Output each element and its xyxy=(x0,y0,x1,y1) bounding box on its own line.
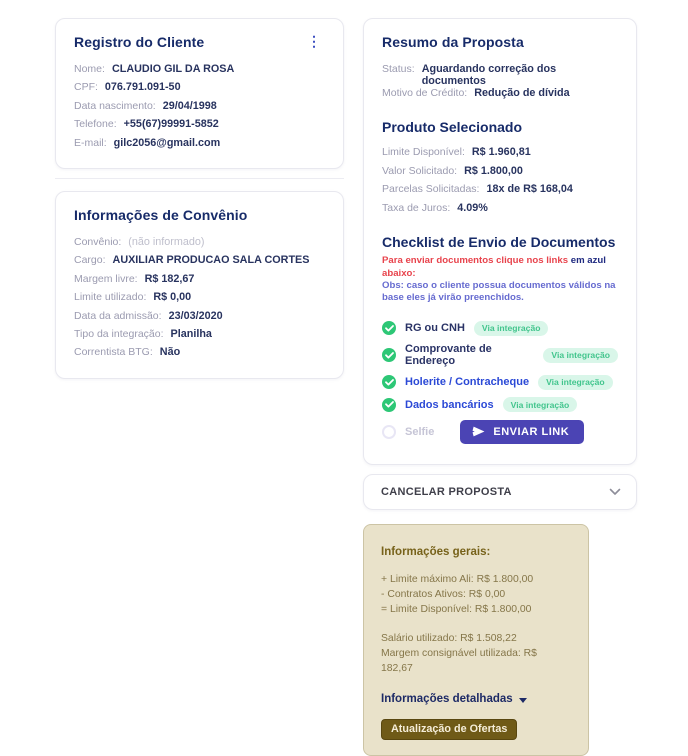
client-registry-card xyxy=(55,18,344,169)
product-section-title: Produto Selecionado xyxy=(382,119,523,136)
usage-line: Margem consignável utilizada: R$ 182,67 xyxy=(381,648,537,675)
note-obs-text: caso o cliente possua documentos válidos na base eles já virão preenchidos. xyxy=(382,279,616,304)
field-label: Status: xyxy=(382,63,415,75)
field-value: R$ 1.800,00 xyxy=(464,164,523,177)
field-value: Não xyxy=(159,346,181,359)
left-column xyxy=(55,18,344,379)
client-fields xyxy=(74,63,325,155)
field-value: 18x de R$ 168,04 xyxy=(486,183,573,196)
field-label: Tipo da integração: xyxy=(74,327,164,340)
client-card-title: Registro do Cliente xyxy=(74,34,205,50)
check-circle-icon xyxy=(382,348,396,362)
field-row-nome xyxy=(74,63,325,81)
field-value: (não informado) xyxy=(128,235,205,248)
via-integracao-badge: Via integração xyxy=(543,348,618,363)
field-label: Convênio: xyxy=(74,235,122,248)
checklist-note-obs xyxy=(382,280,632,305)
enviar-link-button[interactable] xyxy=(460,420,584,444)
usage-line: Salário utilizado: R$ 1.508,22 xyxy=(381,633,517,645)
send-button-label: ENVIAR LINK xyxy=(493,425,570,438)
check-circle-icon xyxy=(382,375,396,389)
field-label: Motivo de Crédito: xyxy=(382,87,468,99)
field-row-email xyxy=(74,137,325,155)
agreement-fields xyxy=(74,236,325,365)
field-label: Data da admissão: xyxy=(74,309,162,322)
proposal-summary-card xyxy=(363,18,637,465)
offers-update-button[interactable]: Atualização de Ofertas xyxy=(381,719,517,740)
field-value: R$ 1.960,81 xyxy=(471,146,531,159)
checklist-item-selfie xyxy=(382,420,618,444)
agreement-card-title: Informações de Convênio xyxy=(74,206,248,223)
note-obs-bold: Obs: xyxy=(382,279,404,291)
field-row-telefone xyxy=(74,118,325,136)
field-label: Limite utilizado: xyxy=(74,291,147,304)
field-row-motivo xyxy=(382,87,618,105)
field-value: 23/03/2020 xyxy=(168,309,223,322)
cancel-proposal-label: CANCELAR PROPOSTA xyxy=(381,486,512,499)
chevron-down-icon xyxy=(609,483,621,501)
checklist-item-rg-cnh xyxy=(382,321,618,336)
check-circle-icon xyxy=(382,321,396,335)
field-value: CLAUDIO GIL DA ROSA xyxy=(111,63,235,75)
field-label: Correntista BTG: xyxy=(74,346,153,359)
field-row-status xyxy=(382,63,618,87)
note-red-suffix: abaixo: xyxy=(382,267,416,279)
field-row-parcelas xyxy=(382,183,618,201)
limit-line: - Contratos Ativos: R$ 0,00 xyxy=(381,589,506,601)
field-row-valor-solicitado xyxy=(382,165,618,183)
checklist-item-label: Selfie xyxy=(405,425,435,438)
product-fields xyxy=(382,146,618,220)
checklist-item-label: RG ou CNH xyxy=(405,322,465,335)
limit-lines xyxy=(381,572,571,617)
send-icon xyxy=(472,426,485,437)
field-value: R$ 0,00 xyxy=(153,291,192,304)
field-label: Data nascimento: xyxy=(74,99,156,112)
checklist-item-holerite xyxy=(382,375,618,390)
via-integracao-badge: Via integração xyxy=(503,397,578,412)
note-red-bold: em azul xyxy=(570,254,606,266)
checklist-item-label: Comprovante de Endereço xyxy=(405,343,492,368)
triangle-down-icon xyxy=(519,698,527,703)
field-row-correntista xyxy=(74,346,325,364)
via-integracao-badge: Via integração xyxy=(538,375,613,390)
field-label: Parcelas Solicitadas: xyxy=(382,183,480,196)
field-label: E-mail: xyxy=(74,136,107,149)
field-label: Limite Disponível: xyxy=(382,146,465,159)
proposal-card-title: Resumo da Proposta xyxy=(382,34,524,50)
check-circle-icon xyxy=(382,398,396,412)
field-label: Margem livre: xyxy=(74,272,138,285)
field-value: R$ 182,67 xyxy=(144,272,195,285)
detailed-info-toggle[interactable] xyxy=(381,693,571,705)
cancel-proposal-accordion[interactable] xyxy=(363,474,637,510)
limit-line: = Limite Disponível: R$ 1.800,00 xyxy=(381,604,532,616)
field-row-nascimento xyxy=(74,100,325,118)
field-row-admissao xyxy=(74,310,325,328)
field-row-integracao xyxy=(74,328,325,346)
general-info-title: Informações gerais: xyxy=(381,546,491,559)
via-integracao-badge: Via integração xyxy=(474,321,549,336)
checklist-item-dados-bancarios xyxy=(382,397,618,412)
unchecked-circle-icon xyxy=(382,425,396,439)
document-checklist xyxy=(382,321,618,444)
field-row-cpf xyxy=(74,81,325,99)
field-row-limite-disponivel xyxy=(382,146,618,164)
detailed-info-label: Informações detalhadas xyxy=(381,693,513,706)
right-column xyxy=(363,18,637,756)
kebab-menu-icon[interactable]: ⋮ xyxy=(307,33,321,49)
field-label: Valor Solicitado: xyxy=(382,164,458,177)
field-value: 29/04/1998 xyxy=(162,99,217,112)
field-label: Cargo: xyxy=(74,254,106,267)
general-info-panel xyxy=(363,524,589,756)
checklist-item-link[interactable]: Dados bancários xyxy=(405,398,494,411)
field-row-cargo xyxy=(74,254,325,272)
agreement-info-card xyxy=(55,191,344,379)
field-value: gilc2056@gmail.com xyxy=(113,136,221,149)
field-value: Redução de dívida xyxy=(474,87,570,99)
field-row-taxa-juros xyxy=(382,202,618,220)
usage-lines xyxy=(381,631,571,676)
field-value: +55(67)99991-5852 xyxy=(123,118,219,131)
checklist-item-endereco xyxy=(382,343,618,367)
field-label: Nome: xyxy=(74,63,105,75)
field-label: Telefone: xyxy=(74,118,117,131)
field-row-convenio xyxy=(74,236,325,254)
field-label: Taxa de Juros: xyxy=(382,201,451,214)
field-value: Planilha xyxy=(170,327,212,340)
limit-line: + Limite máximo Ali: R$ 1.800,00 xyxy=(381,574,534,586)
field-row-limite-utilizado xyxy=(74,291,325,309)
section-divider xyxy=(55,178,344,179)
field-label: CPF: xyxy=(74,81,98,94)
field-value: 4.09% xyxy=(457,201,488,214)
field-row-margem xyxy=(74,273,325,291)
field-value: 076.791.091-50 xyxy=(104,81,181,94)
field-value: AUXILIAR PRODUCAO SALA CORTES xyxy=(112,254,310,267)
status-value: Aguardando correção dos documentos xyxy=(421,63,557,87)
checklist-item-link[interactable]: Holerite / Contracheque xyxy=(405,376,530,389)
client-card-header xyxy=(74,34,325,50)
checklist-section-title: Checklist de Envio de Documentos xyxy=(382,233,616,250)
checklist-note-red xyxy=(382,254,618,280)
proposal-status-fields xyxy=(382,63,618,105)
note-red-prefix: Para enviar documentos clique nos links xyxy=(382,254,569,266)
